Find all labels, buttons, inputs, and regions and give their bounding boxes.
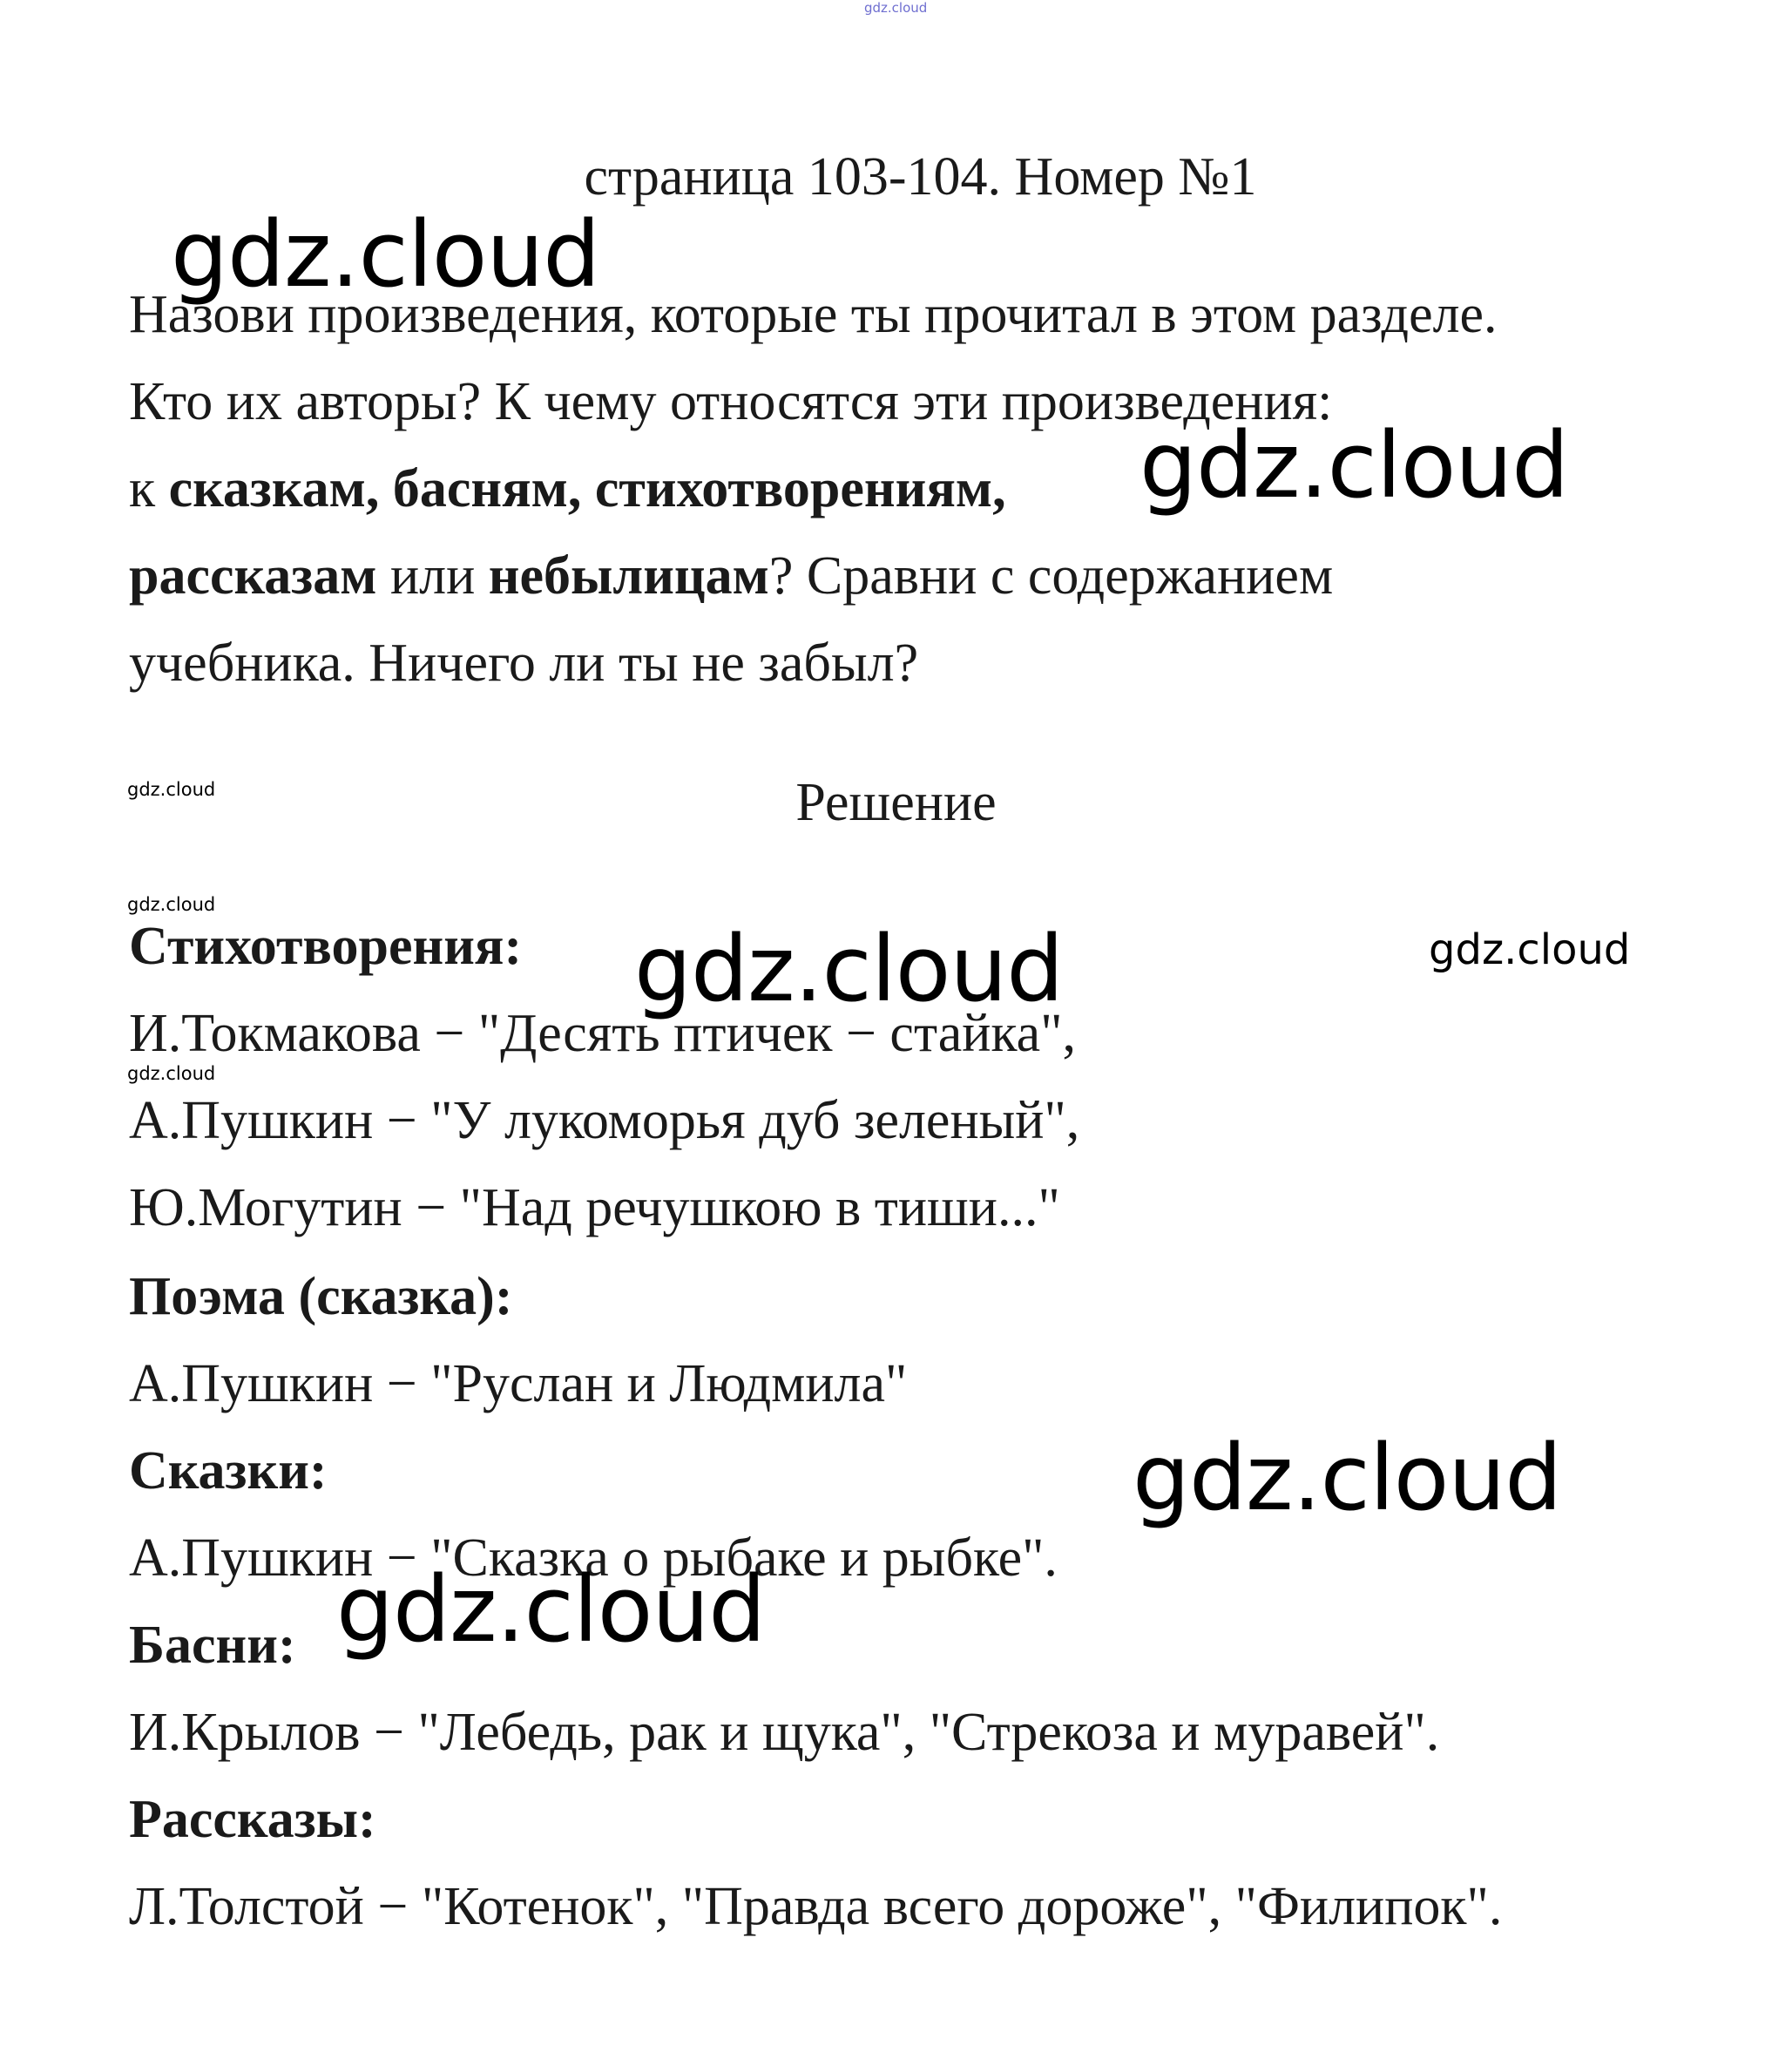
task-line-3-bold: сказкам, басням, стихотворениям, — [168, 459, 1006, 518]
solution-title: Решение — [795, 773, 997, 832]
fable-item-1: И.Крылов − "Лебедь, рак и щука", "Стрекоза и муравей". — [129, 1703, 1440, 1762]
watermark-1: gdz.cloud — [171, 201, 600, 308]
story-item-1: Л.Толстой − "Котенок", "Правда всего дороже", "Филипок". — [129, 1877, 1503, 1936]
watermark-6: gdz.cloud — [1429, 925, 1631, 974]
poema-heading: Поэма (сказка): — [129, 1267, 513, 1326]
task-line-4-bold2: небылицам — [488, 546, 769, 606]
poema-item-1: А.Пушкин − "Руслан и Людмила" — [129, 1354, 908, 1413]
poem-item-3: Ю.Могутин − "Над речушкою в тиши..." — [129, 1178, 1060, 1237]
watermark-2: gdz.cloud — [1139, 412, 1569, 518]
watermark-top: gdz.cloud — [864, 0, 928, 16]
poems-heading: Стихотворения: — [129, 917, 523, 976]
watermark-7: gdz.cloud — [127, 1063, 216, 1084]
task-line-3-prefix: к — [129, 459, 169, 518]
task-line-3 — [129, 459, 1006, 518]
tale-item-1: А.Пушкин − "Сказка о рыбаке и рыбке". — [129, 1528, 1058, 1588]
tales-heading: Сказки: — [129, 1441, 328, 1501]
watermark-8: gdz.cloud — [1133, 1425, 1562, 1531]
task-line-4-mid: или — [376, 546, 489, 606]
task-line-2: Кто их авторы? К чему относятся эти произведения: — [129, 372, 1333, 431]
fables-heading: Басни: — [129, 1616, 296, 1675]
task-line-4-bold1: рассказам — [129, 546, 377, 606]
task-line-4 — [129, 546, 1334, 606]
watermark-4: gdz.cloud — [127, 894, 216, 915]
task-line-5: учебника. Ничего ли ты не забыл? — [129, 634, 919, 693]
watermark-3: gdz.cloud — [127, 779, 216, 800]
watermark-9: gdz.cloud — [336, 1556, 766, 1663]
poem-item-2: А.Пушкин − "У лукоморья дуб зеленый", — [129, 1091, 1080, 1150]
stories-heading: Рассказы: — [129, 1790, 376, 1849]
page-title: страница 103-104. Номер №1 — [584, 147, 1257, 207]
watermark-5: gdz.cloud — [634, 916, 1064, 1022]
poem-item-1: И.Токмакова − "Десять птичек − стайка", — [129, 1004, 1076, 1063]
task-line-1: Назови произведения, которые ты прочитал в этом разделе. — [129, 285, 1498, 344]
task-line-4-suffix: ? Сравни с содержанием — [768, 546, 1334, 606]
